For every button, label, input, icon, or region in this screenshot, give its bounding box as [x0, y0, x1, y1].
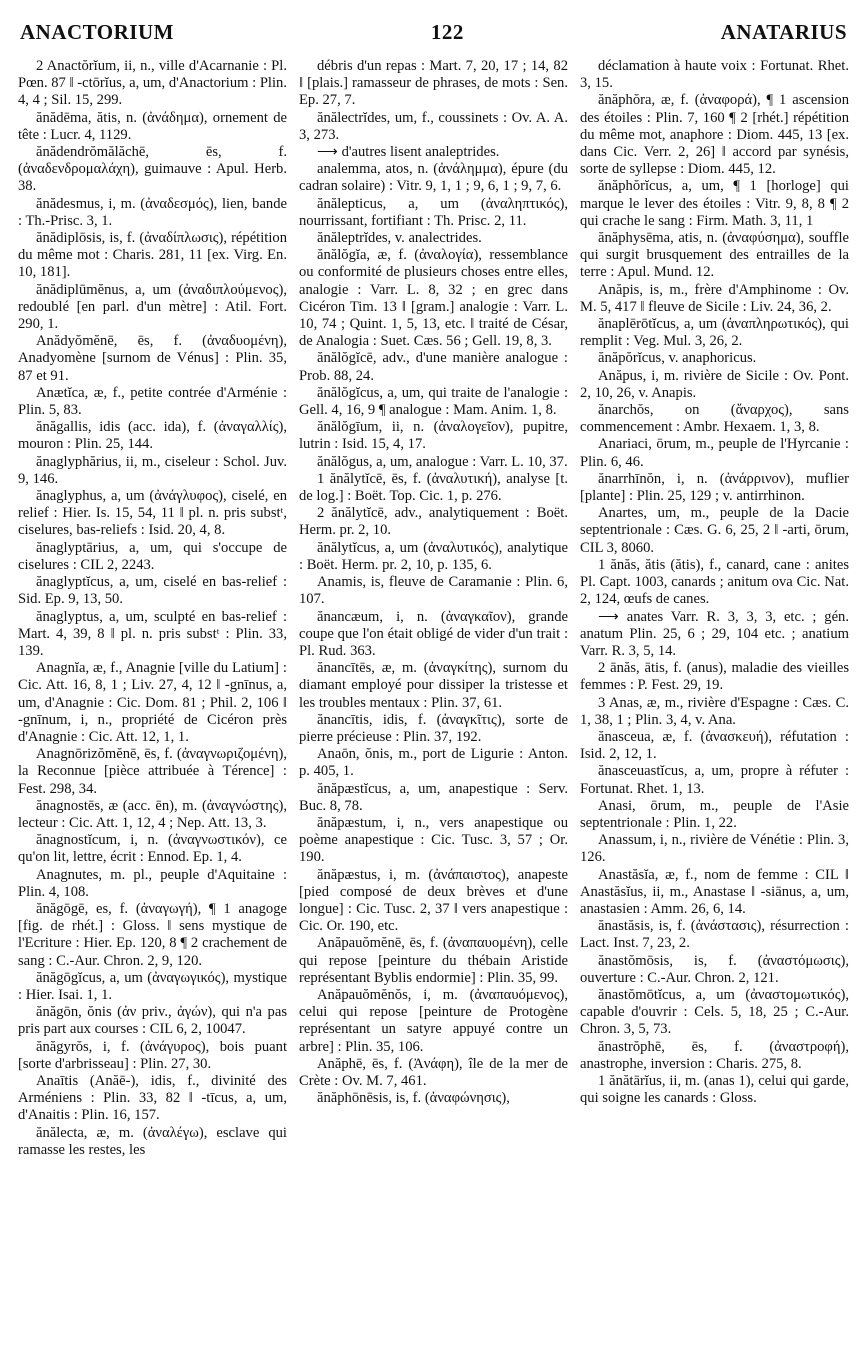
- dictionary-entry: ănăphŏrĭcus, a, um, ¶ 1 [horloge] qui marque le lever des étoiles : Vitr. 9, 8, 8 ¶ 2 qui crache le sang : Firm. Math. 3, 11, 1: [580, 178, 849, 229]
- dictionary-entry: ănălŏgĭcus, a, um, qui traite de l'analogie : Gell. 4, 16, 9 ¶ analogue : Mam. Anim. 1, 8.: [299, 384, 568, 419]
- dictionary-entry: ănădiplōsis, is, f. (ἀναδίπλωσις), répétition du même mot : Charis. 281, 11 [ex. Virg. En. 10, 181].: [18, 230, 287, 281]
- dictionary-entry: analemma, atos, n. (ἀνάλημμα), épure (du cadran solaire) : Vitr. 9, 1, 1 ; 9, 6, 1 ; 9, 7, 6.: [299, 161, 568, 195]
- dictionary-entry: ănăgallis, idis (acc. ida), f. (ἀναγαλλίς), mouron : Plin. 25, 144.: [18, 419, 287, 453]
- dictionary-entry: ănădiplūmĕnus, a, um (ἀναδιπλούμενος), redoublé [en parl. d'un mètre] : Atil. Fort. 290, 1.: [18, 281, 287, 333]
- header-right-guideword: ANATARIUS: [720, 19, 847, 44]
- dictionary-entry: ănancītēs, æ, m. (ἀναγκίτης), surnom du diamant employé pour dissiper la tristesse et les troubles mentaux : Plin. 37, 61.: [299, 660, 568, 711]
- dictionary-entry: Anagnōrizŏmĕnē, ēs, f. (ἀναγνωριζομένη), la Reconnue [pièce attribuée à Térence] : Fest. 298, 34.: [18, 746, 287, 797]
- dictionary-entry: Anasi, ōrum, m., peuple de l'Asie septentrionale : Plin. 1, 22.: [580, 797, 849, 831]
- dictionary-entry: débris d'un repas : Mart. 7, 20, 17 ; 14, 82 ‖ [plais.] ramasseur de phrases, de mots : Sen. Ep. 27, 7.: [299, 58, 568, 109]
- dictionary-entry: 2 Anactŏrĭum, ii, n., ville d'Acarnanie : Pl. Pœn. 87 ‖ -ctōrĭus, a, um, d'Anactorium : Plin. 4, 4 ; Sil. 15, 299.: [18, 58, 287, 109]
- dictionary-entry: Anagnĭa, æ, f., Anagnie [ville du Latium] : Cic. Att. 16, 8, 1 ; Liv. 27, 4, 12 ‖ -gnīnus, a, um, d'Anagnie : Cic. Dom. 81 ; Phil. 2, 106 ‖ -gnīnum, i, n., propriété de Cicéron près d'Anagnie : Cic. Att. 12, 1, 1.: [18, 660, 287, 745]
- running-header: [20, 14, 847, 50]
- dictionary-entry: 1 ănălytĭcē, ēs, f. (ἀναλυτική), analyse [t. de log.] : Boët. Top. Cic. 1, p. 276.: [299, 470, 568, 505]
- dictionary-entry: ănarchŏs, on (ἄναρχος), sans commencement : Ambr. Hexaem. 1, 3, 8.: [580, 402, 849, 436]
- dictionary-entry: ănăpæstum, i, n., vers anapestique ou poème anapestique : Cic. Tusc. 3, 57 ; Or. 190.: [299, 814, 568, 866]
- dictionary-entry: Anăpis, is, m., frère d'Amphinome : Ov. M. 5, 417 ‖ fleuve de Sicile : Liv. 24, 36, 2.: [580, 281, 849, 315]
- dictionary-entry: ănaplērōtĭcus, a, um (ἀναπληρωτικός), qui remplit : Veg. Mul. 3, 26, 2.: [580, 316, 849, 350]
- dictionary-entry: Anassum, i, n., rivière de Vénétie : Plin. 3, 126.: [580, 832, 849, 866]
- dictionary-entry: ănălŏgĭcē, adv., d'une manière analogue : Prob. 88, 24.: [299, 350, 568, 384]
- dictionary-entry: 3 Anas, æ, m., rivière d'Espagne : Cæs. C. 1, 38, 1 ; Plin. 3, 4, v. Ana.: [580, 694, 849, 728]
- dictionary-entry: Anætĭca, æ, f., petite contrée d'Arménie : Plin. 5, 83.: [18, 384, 287, 419]
- dictionary-entry: déclamation à haute voix : Fortunat. Rhet. 3, 15.: [580, 58, 849, 92]
- dictionary-entry: ănastrŏphē, ēs, f. (ἀναστροφή), anastrophe, inversion : Charis. 275, 8.: [580, 1038, 849, 1072]
- dictionary-entry: ănăgyrŏs, i, f. (ἀνάγυρος), bois puant [sorte d'arbrisseau] : Plin. 27, 30.: [18, 1038, 287, 1072]
- dictionary-entry: ănădesmus, i, m. (ἀναδεσμός), lien, bande : Th.-Prisc. 3, 1.: [18, 195, 287, 229]
- dictionary-entry: Anaōn, ŏnis, m., port de Ligurie : Anton. p. 405, 1.: [299, 746, 568, 780]
- dictionary-entry: Anăphē, ēs, f. (Ἀνάφη), île de la mer de Crète : Ov. M. 7, 461.: [299, 1055, 568, 1089]
- dictionary-entry: Anaītis (Anăē-), idis, f., divinité des Arméniens : Plin. 33, 82 ‖ -tīcus, a, um, d'Anaitis : Plin. 16, 157.: [18, 1072, 287, 1124]
- dictionary-entry: ănăleptrĭdes, v. analectrides.: [317, 230, 482, 247]
- dictionary-entry: ănasceuastĭcus, a, um, propre à réfuter : Fortunat. Rhet. 1, 13.: [580, 763, 849, 797]
- dictionary-entry: ănagnostēs, æ (acc. ēn), m. (ἀναγνώστης), lecteur : Cic. Att. 1, 12, 4 ; Nep. Att. 13, 3.: [18, 797, 287, 831]
- dictionary-entry: ănancæum, i, n. (ἀναγκαῖον), grande coupe que l'on était obligé de vider d'un trait : Pl. Rud. 363.: [299, 608, 568, 659]
- dictionary-entry: ănălepticus, a, um (ἀναληπτικός), nourrissant, fortifiant : Th. Prisc. 2, 11.: [299, 195, 568, 229]
- dictionary-entry: ănălecta, æ, m. (ἀναλέγω), esclave qui ramasse les restes, les: [18, 1124, 287, 1158]
- dictionary-entry: ănagnostĭcum, i, n. (ἀναγνωστικόν), ce qu'on lit, lettre, écrit : Ennod. Ep. 1, 4.: [18, 832, 287, 866]
- dictionary-entry: ănaglyptārius, a, um, qui s'occupe de ciselures : CIL 2, 2243.: [18, 539, 287, 573]
- dictionary-entry: ănastŏmōsis, is, f. (ἀναστόμωσις), ouverture : C.-Aur. Chron. 2, 121.: [580, 952, 849, 986]
- dictionary-entry: Anăpus, i, m. rivière de Sicile : Ov. Pont. 2, 10, 26, v. Anapis.: [580, 367, 849, 401]
- dictionary-entry: ănăgōgē, es, f. (ἀναγωγή), ¶ 1 anagoge [fig. de rhét.] : Gloss. ‖ sens mystique de l'Ecriture : Hier. Ep. 120, 8 ¶ 2 crachement de sang : C.-Aur. Chron. 2, 9, 120.: [18, 900, 287, 969]
- dictionary-entry: ănarrhīnŏn, i, n. (ἀνάρρινον), muflier [plante] : Plin. 25, 129 ; v. antirrhinon.: [580, 470, 849, 505]
- column-3: [580, 58, 849, 1361]
- dictionary-entry: ănădēma, ătis, n. (ἀνάδημα), ornement de tête : Lucr. 4, 1129.: [18, 109, 287, 143]
- dictionary-entry: Anastăsĭa, æ, f., nom de femme : CIL ‖ Anastăsĭus, ii, m., Anastase ‖ -siānus, a, um, anastasien : Amm. 26, 6, 14.: [580, 866, 849, 917]
- dictionary-entry: ănăgōgĭcus, a, um (ἀναγωγικός), mystique : Hier. Isai. 1, 1.: [18, 969, 287, 1003]
- dictionary-entry: ănăpæstus, i, m. (ἀνάπαιστος), anapeste [pied composé de deux brèves et d'une longue] : Cic. Tusc. 2, 37 ‖ vers anapestique : Cic. Or. 190, etc.: [299, 866, 568, 935]
- dictionary-entry: ănaglyphărius, ii, m., ciseleur : Schol. Juv. 9, 146.: [18, 453, 287, 487]
- dictionary-entry: ănăpæstĭcus, a, um, anapestique : Serv. Buc. 8, 78.: [299, 780, 568, 814]
- dictionary-entry: Anartes, um, m., peuple de la Dacie septentrionale : Cæs. G. 6, 25, 2 ‖ -arti, ōrum, CIL 3, 8060.: [580, 505, 849, 556]
- column-2: [299, 58, 568, 1361]
- dictionary-entry: ănaglyptus, a, um, sculpté en bas-relief : Mart. 4, 39, 8 ‖ pl. n. pris substᵗ : Plin. 33, 139.: [18, 608, 287, 659]
- dictionary-entry: ⟶ d'autres lisent analeptrides.: [317, 144, 500, 161]
- dictionary-entry: 2 ănălytĭcē, adv., analytiquement : Boët. Herm. pr. 2, 10.: [299, 505, 568, 539]
- dictionary-entry: ănaglyptĭcus, a, um, ciselé en bas-relief : Sid. Ep. 9, 13, 50.: [18, 574, 287, 608]
- dictionary-entry: Anădyŏmĕnē, ēs, f. (ἀναδυομένη), Anadyomène [surnom de Vénus] : Plin. 35, 87 et 91.: [18, 333, 287, 384]
- dictionary-entry: ănăpŏrĭcus, v. anaphoricus.: [598, 350, 757, 367]
- text-columns: [18, 58, 849, 1361]
- dictionary-entry: ănălŏgus, a, um, analogue : Varr. L. 10, 37.: [317, 453, 568, 470]
- dictionary-entry: ănaglyphus, a, um (ἀνάγλυφος), ciselé, en relief : Hier. Is. 15, 54, 11 ‖ pl. n. pris substᵗ, ciselures, bas-reliefs : Isid. 20, 4, 8.: [18, 488, 287, 539]
- dictionary-entry: ănăphŏra, æ, f. (ἀναφορά), ¶ 1 ascension des étoiles : Plin. 7, 160 ¶ 2 [rhét.] répétition du même mot, anaphore : Diom. 445, 13 [ex. dans Cic. Verr. 2, 26] ‖ accord par synésis, sorte de syllepse : Diom. 445, 12.: [580, 92, 849, 178]
- dictionary-entry: ănastŏmōtĭcus, a, um (ἀναστομωτικός), capable d'ouvrir : Cels. 5, 18, 25 ; C.-Aur. Chron. 3, 5, 73.: [580, 986, 849, 1038]
- header-left-guideword: ANACTORIUM: [20, 19, 174, 44]
- dictionary-entry: ănasceua, æ, f. (ἀνασκευή), réfutation : Isid. 2, 12, 1.: [580, 728, 849, 763]
- dictionary-entry: Anamis, is, fleuve de Caramanie : Plin. 6, 107.: [299, 574, 568, 608]
- dictionary-entry: ănastăsis, is, f. (ἀνάστασις), résurrection : Lact. Inst. 7, 23, 2.: [580, 918, 849, 952]
- dictionary-entry: Anăpauŏmĕnŏs, i, m. (ἀναπαυόμενος), celui qui repose [peinture de Protogène représentant un satyre appuyé contre un arbre] : Plin. 35, 106.: [299, 986, 568, 1055]
- column-1: [18, 58, 287, 1361]
- page-number: 122: [430, 19, 464, 44]
- dictionary-entry: 2 ānăs, ātis, f. (anus), maladie des vieilles femmes : P. Fest. 29, 19.: [580, 660, 849, 694]
- dictionary-entry: 1 ănăs, ătis (ătis), f., canard, cane : anites Pl. Capt. 1003, canards ; anitum ova Cic. Nat. 2, 124, œufs de canes.: [580, 556, 849, 608]
- dictionary-entry: ănancītis, idis, f. (ἀναγκῖτις), sorte de pierre précieuse : Plin. 37, 192.: [299, 711, 568, 745]
- dictionary-entry: ănăgōn, ŏnis (ἀν priv., ἀγών), qui n'a pas pris part aux courses : CIL 6, 2, 10047.: [18, 1004, 287, 1038]
- dictionary-entry: 1 ănătārĭus, ii, m. (anas 1), celui qui garde, qui soigne les canards : Gloss.: [580, 1072, 849, 1107]
- dictionary-entry: Anăpauŏmĕnē, ēs, f. (ἀναπαυομένη), celle qui repose [peinture du thébain Aristide représentant Byblis endormie] : Plin. 35, 99.: [299, 935, 568, 986]
- dictionary-entry: ănălŏgĭa, æ, f. (ἀναλογία), ressemblance ou conformité de plusieurs choses entre elles, analogie : Varr. L. 8, 32 ; en grec dans Cicéron Tim. 13 ‖ [gram.] analogie : Varr. L. 10, 74 ; Quint. 1, 5, 13, etc. ‖ traité de César, de Analogia : Suet. Cæs. 56 ; Gell. 19, 8, 3.: [299, 247, 568, 350]
- dictionary-entry: ănăphōnēsis, is, f. (ἀναφώνησις),: [317, 1090, 510, 1107]
- dictionary-entry: ănălytĭcus, a, um (ἀναλυτικός), analytique : Boët. Herm. pr. 2, 10, p. 135, 6.: [299, 539, 568, 573]
- dictionary-entry: ⟶ anates Varr. R. 3, 3, 3, etc. ; gén. anatum Plin. 25, 6 ; 29, 104 etc. ; anatium Varr. R. 3, 5, 14.: [580, 608, 849, 659]
- dictionary-entry: ănălŏgīum, ii, n. (ἀναλογεῖον), pupitre, lutrin : Isid. 15, 4, 17.: [299, 419, 568, 453]
- dictionary-entry: Anariaci, ōrum, m., peuple de l'Hyrcanie : Plin. 6, 46.: [580, 436, 849, 470]
- dictionary-entry: ănălectrĭdes, um, f., coussinets : Ov. A. A. 3, 273.: [299, 109, 568, 143]
- dictionary-entry: ănădendrŏmălăchē, ēs, f. (ἀναδενδρομαλάχη), guimauve : Apul. Herb. 38.: [18, 144, 287, 195]
- dictionary-entry: ănăphysēma, atis, n. (ἀναφύσημα), souffle qui surgit brusquement des entrailles de la terre : Apul. Mund. 12.: [580, 230, 849, 281]
- dictionary-entry: Anagnutes, m. pl., peuple d'Aquitaine : Plin. 4, 108.: [18, 866, 287, 900]
